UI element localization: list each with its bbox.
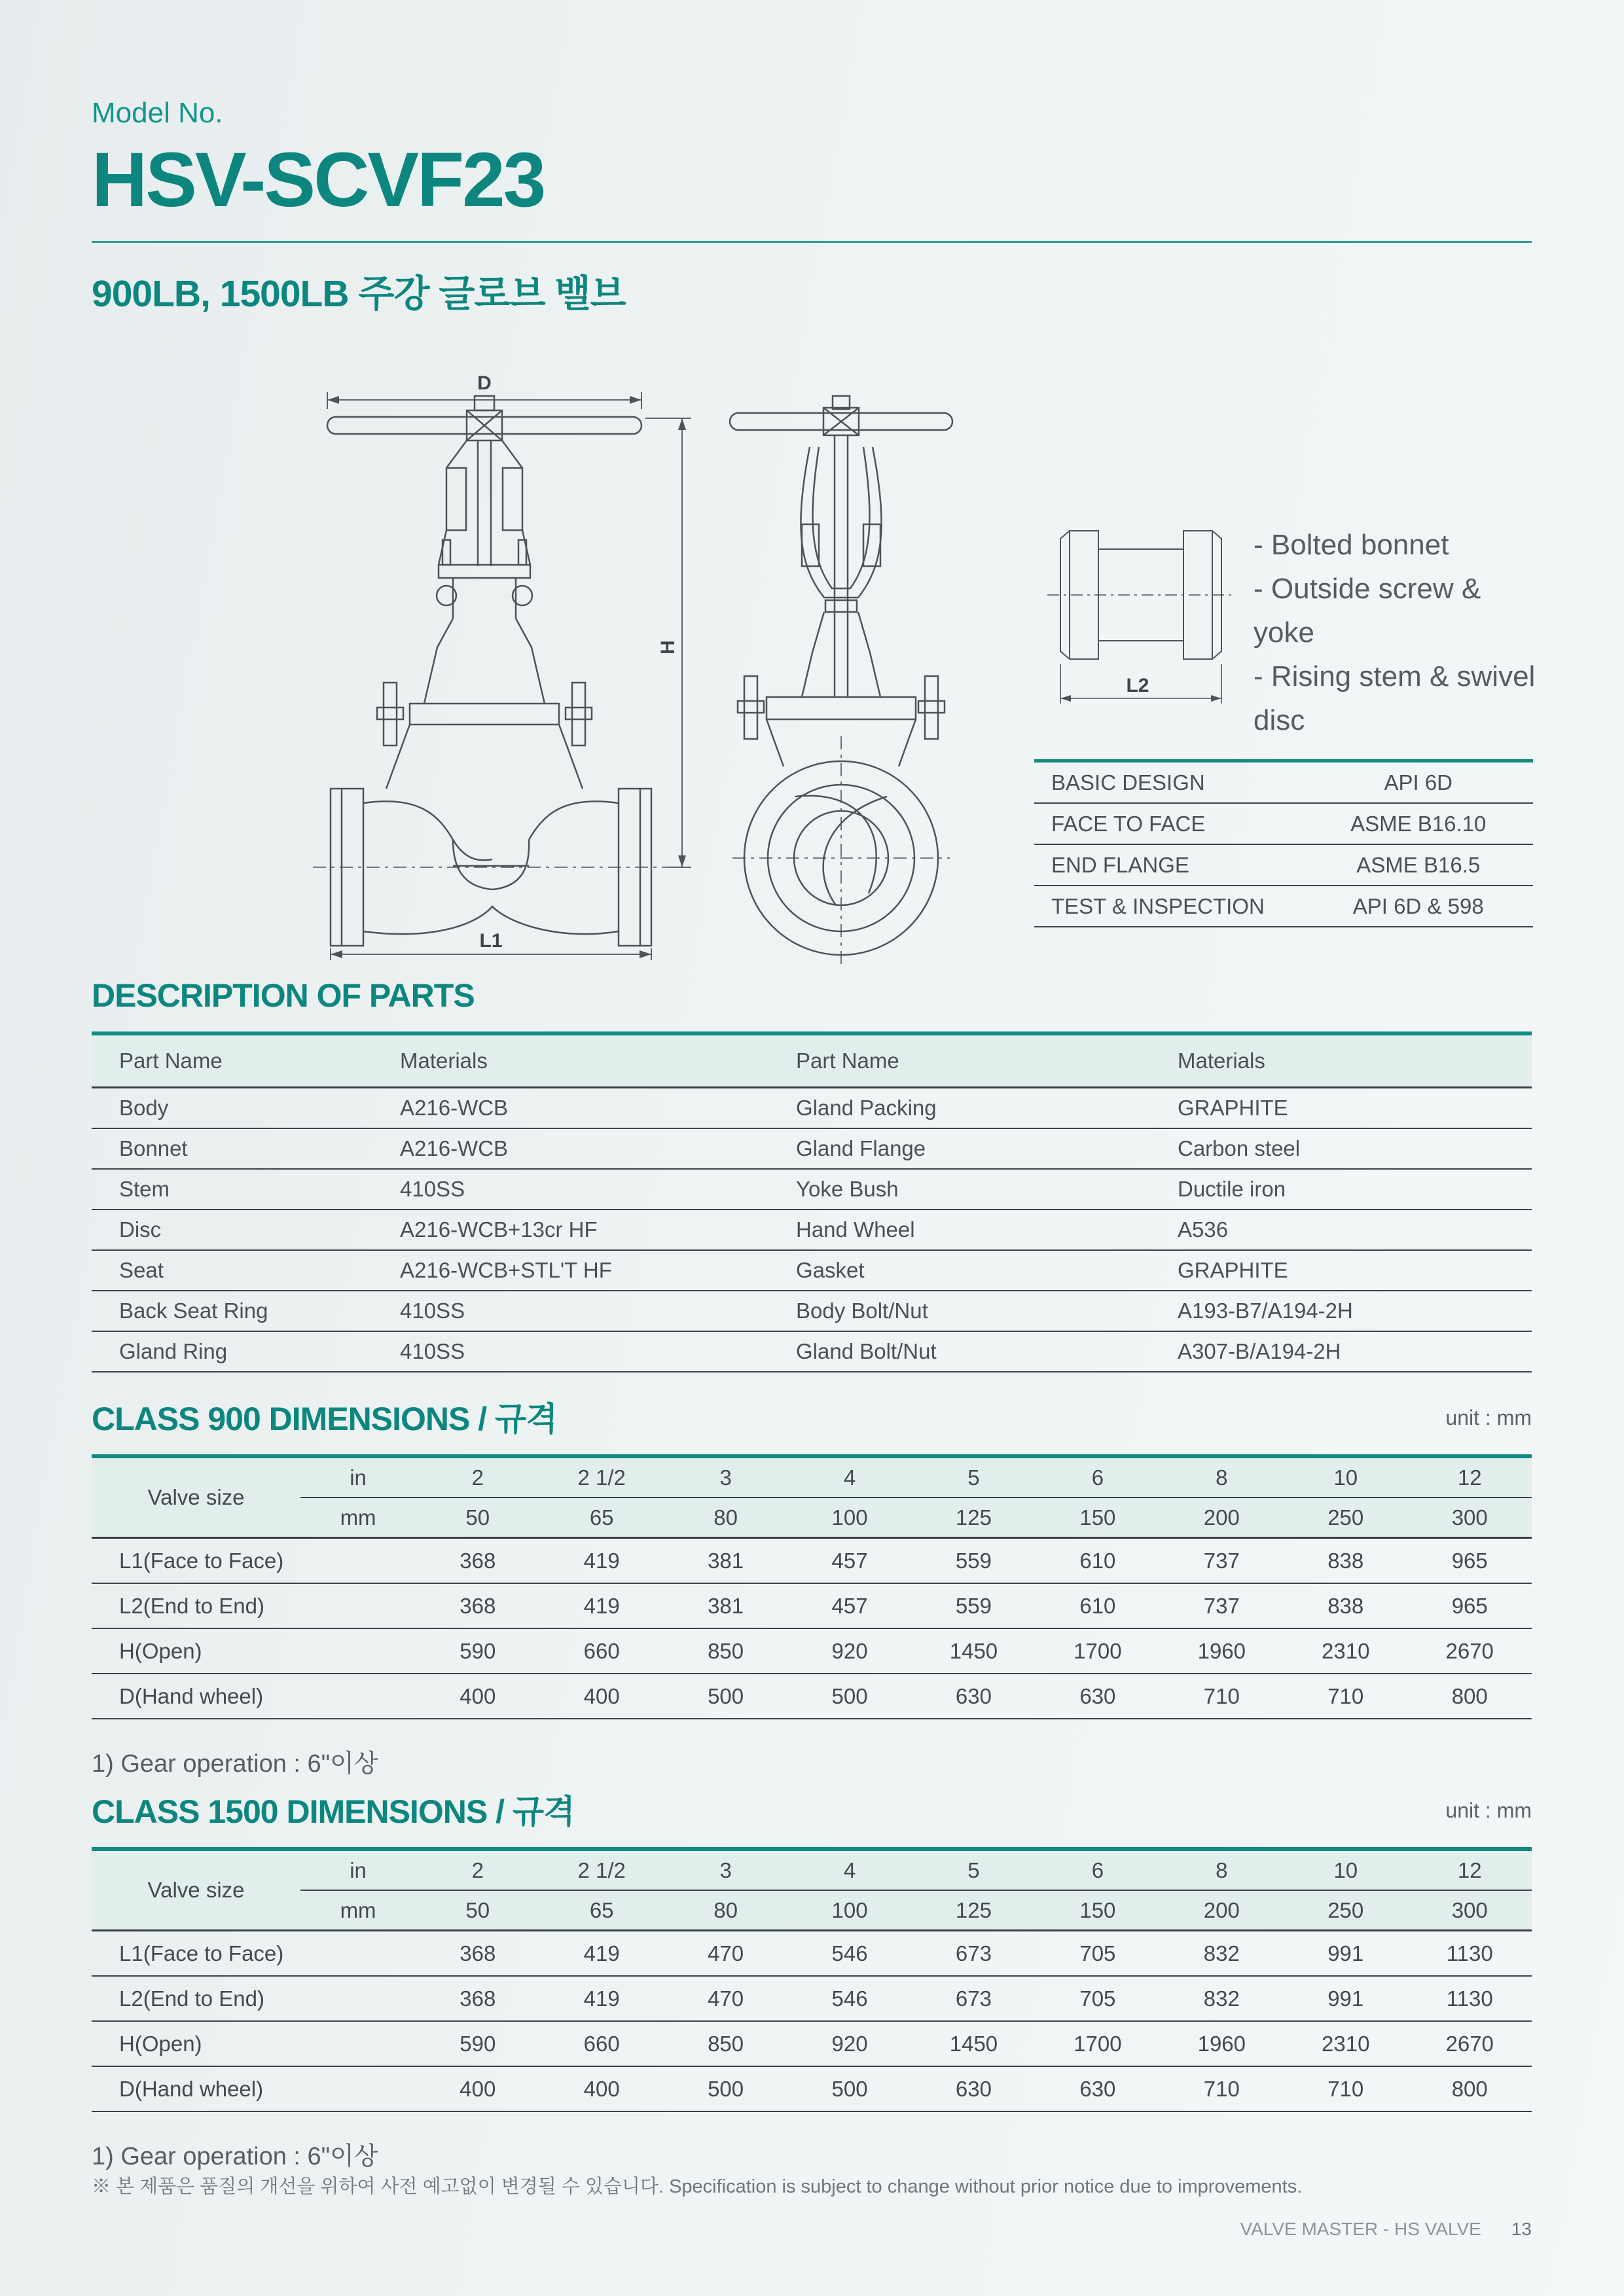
part-name-cell: Back Seat Ring (92, 1291, 372, 1331)
dim-value: 368 (416, 1976, 539, 2021)
size-mm-cell: 125 (912, 1890, 1036, 1931)
dim-value: 1130 (1407, 1976, 1532, 2021)
standard-label: TEST & INSPECTION (1034, 886, 1303, 927)
size-in-cell: 8 (1160, 1456, 1284, 1498)
size-mm-cell: 80 (664, 1890, 787, 1931)
dim-value: 673 (912, 1931, 1036, 1977)
size-in-cell: 5 (912, 1456, 1036, 1498)
size-in-cell: 2 (416, 1849, 539, 1890)
part-name-cell: Seat (92, 1250, 372, 1291)
size-in-cell: 6 (1036, 1849, 1159, 1890)
size-mm-header-row (92, 1890, 1532, 1931)
part-name-cell: Gland Ring (92, 1331, 372, 1372)
dim-value: 419 (539, 1976, 663, 2021)
table-row (92, 1169, 1532, 1210)
dim-value: 419 (539, 1931, 663, 1977)
size-mm-header-row (92, 1498, 1532, 1538)
standard-label: END FLANGE (1034, 844, 1303, 886)
size-in-cell: 2 1/2 (539, 1456, 663, 1498)
dim-value: 400 (539, 1674, 663, 1719)
material-cell: A216-WCB (372, 1088, 768, 1129)
dim-value: 710 (1284, 2066, 1407, 2111)
size-mm-cell: 65 (539, 1890, 663, 1931)
table-row (92, 1931, 1532, 1977)
parts-table (92, 1031, 1532, 1372)
size-mm-cell: 50 (416, 1890, 539, 1931)
dim-value: 470 (664, 1931, 787, 1977)
dim-value: 737 (1160, 1538, 1284, 1584)
dim-value: 500 (787, 2066, 911, 2111)
size-in-cell: 2 (416, 1456, 539, 1498)
valve-side-view-drawing (704, 370, 979, 972)
header-divider (92, 241, 1532, 243)
dim-value: 800 (1407, 1674, 1532, 1719)
column-header: Part Name (92, 1033, 372, 1088)
material-cell: 410SS (372, 1169, 768, 1210)
dim-value: 800 (1407, 2066, 1532, 2111)
dim-value: 991 (1284, 1976, 1407, 2021)
size-in-cell: 4 (787, 1849, 911, 1890)
dim-row-label: L2(End to End) (92, 1976, 416, 2021)
dim-value: 368 (416, 1931, 539, 1977)
parts-header-row (92, 1033, 1532, 1088)
dim-value: 630 (1036, 2066, 1159, 2111)
dim-value: 2310 (1284, 2021, 1407, 2066)
dim-value: 1130 (1407, 1931, 1532, 1977)
size-mm-cell: 250 (1284, 1498, 1407, 1538)
page-footer (1240, 2219, 1532, 2240)
dim-value: 457 (787, 1538, 911, 1584)
size-mm-cell: 100 (787, 1890, 911, 1931)
material-cell: Carbon steel (1150, 1128, 1532, 1169)
material-cell: A216-WCB+13cr HF (372, 1210, 768, 1250)
size-mm-cell: 200 (1160, 1890, 1284, 1931)
dim-value: 630 (912, 2066, 1036, 2111)
dim-value: 457 (787, 1583, 911, 1628)
dim-value: 920 (787, 2021, 911, 2066)
material-cell: 410SS (372, 1291, 768, 1331)
size-in-cell: 8 (1160, 1849, 1284, 1890)
dim-value: 710 (1160, 2066, 1284, 2111)
unit-label: unit : mm (1445, 1406, 1532, 1429)
dim-value: 381 (664, 1583, 787, 1628)
dim-value: 590 (416, 2021, 539, 2066)
size-inch-header-row (92, 1849, 1532, 1890)
part-name-cell: Hand Wheel (768, 1210, 1150, 1250)
material-cell: A216-WCB (372, 1128, 768, 1169)
standard-value: ASME B16.5 (1303, 844, 1533, 886)
material-cell: A193-B7/A194-2H (1150, 1291, 1532, 1331)
table-row (92, 1976, 1532, 2021)
dimension-label-l1: L1 (479, 930, 503, 952)
unit-label: unit : mm (1445, 1799, 1532, 1822)
dim-value: 610 (1036, 1583, 1159, 1628)
dim-value: 500 (664, 1674, 787, 1719)
size-mm-cell: 250 (1284, 1890, 1407, 1931)
dim-value: 546 (787, 1976, 911, 2021)
dim-value: 2670 (1407, 2021, 1532, 2066)
dim-value: 590 (416, 1628, 539, 1674)
material-cell: A216-WCB+STL'T HF (372, 1250, 768, 1291)
table-row (92, 2066, 1532, 2111)
dim-row-label: D(Hand wheel) (92, 2066, 416, 2111)
valve-front-view-drawing (281, 370, 704, 972)
table-row (92, 1331, 1532, 1372)
table-row (92, 1210, 1532, 1250)
dim-row-label: D(Hand wheel) (92, 1674, 416, 1719)
class1500-section-title: CLASS 1500 DIMENSIONS / 규격 (92, 1793, 575, 1830)
dim-value: 400 (416, 2066, 539, 2111)
dim-value: 381 (664, 1538, 787, 1584)
part-name-cell: Gland Packing (768, 1088, 1150, 1129)
dim-value: 832 (1160, 1931, 1284, 1977)
size-mm-cell: 80 (664, 1498, 787, 1538)
class900-section (92, 1393, 1532, 1779)
standards-row (1034, 803, 1533, 844)
material-cell: GRAPHITE (1150, 1088, 1532, 1129)
dim-value: 965 (1407, 1538, 1532, 1584)
class900-dimensions-table (92, 1454, 1532, 1719)
size-in-cell: 12 (1407, 1849, 1532, 1890)
dim-value: 368 (416, 1583, 539, 1628)
dim-value: 630 (1036, 1674, 1159, 1719)
size-mm-cell: 50 (416, 1498, 539, 1538)
size-in-cell: 5 (912, 1849, 1036, 1890)
size-mm-cell: 200 (1160, 1498, 1284, 1538)
table-row (92, 1628, 1532, 1674)
valve-end-view-drawing (1039, 507, 1242, 723)
standards-row (1034, 761, 1533, 804)
part-name-cell: Stem (92, 1169, 372, 1210)
dim-value: 850 (664, 1628, 787, 1674)
dim-value: 1700 (1036, 1628, 1159, 1674)
dim-value: 832 (1160, 1976, 1284, 2021)
table-row (92, 1128, 1532, 1169)
standard-value: API 6D & 598 (1303, 886, 1533, 927)
dim-value: 419 (539, 1583, 663, 1628)
size-mm-cell: 125 (912, 1498, 1036, 1538)
material-cell: A536 (1150, 1210, 1532, 1250)
dim-value: 850 (664, 2021, 787, 2066)
gear-operation-footnote: 1) Gear operation : 6"이상 (92, 1750, 378, 1778)
table-row (92, 1583, 1532, 1628)
dim-value: 559 (912, 1583, 1036, 1628)
page-number: 13 (1511, 2219, 1532, 2239)
dim-value: 610 (1036, 1538, 1159, 1584)
part-name-cell: Gasket (768, 1250, 1150, 1291)
size-in-cell: 4 (787, 1456, 911, 1498)
feature-item: - Bolted bonnet (1254, 529, 1449, 561)
valve-size-header: Valve size (92, 1456, 300, 1538)
size-mm-cell: 300 (1407, 1890, 1532, 1931)
feature-list (1254, 524, 1548, 742)
table-row (92, 1291, 1532, 1331)
dim-value: 660 (539, 1628, 663, 1674)
dim-value: 2310 (1284, 1628, 1407, 1674)
part-name-cell: Yoke Bush (768, 1169, 1150, 1210)
dim-value: 1960 (1160, 2021, 1284, 2066)
dim-value: 965 (1407, 1583, 1532, 1628)
column-header: Part Name (768, 1033, 1150, 1088)
part-name-cell: Gland Flange (768, 1128, 1150, 1169)
size-in-cell: 10 (1284, 1456, 1407, 1498)
size-mm-cell: 150 (1036, 1498, 1159, 1538)
dimension-label-d: D (477, 372, 492, 394)
dim-value: 400 (416, 1674, 539, 1719)
model-no-label: Model No. (92, 97, 223, 129)
parts-section (92, 977, 1532, 1372)
dim-value: 710 (1284, 1674, 1407, 1719)
dim-value: 920 (787, 1628, 911, 1674)
dim-value: 710 (1160, 1674, 1284, 1719)
feature-item: - Rising stem & swivel disc (1254, 660, 1536, 736)
standard-label: BASIC DESIGN (1034, 761, 1303, 804)
size-mm-cell: 65 (539, 1498, 663, 1538)
dim-value: 1450 (912, 1628, 1036, 1674)
standards-table (1034, 759, 1533, 927)
size-in-cell: 2 1/2 (539, 1849, 663, 1890)
part-name-cell: Body (92, 1088, 372, 1129)
dim-value: 991 (1284, 1931, 1407, 1977)
dim-value: 673 (912, 1976, 1036, 2021)
dim-value: 1960 (1160, 1628, 1284, 1674)
size-in-cell: 10 (1284, 1849, 1407, 1890)
standard-label: FACE TO FACE (1034, 803, 1303, 844)
dim-row-label: L1(Face to Face) (92, 1538, 416, 1584)
dim-value: 705 (1036, 1976, 1159, 2021)
dim-value: 368 (416, 1538, 539, 1584)
dim-value: 400 (539, 2066, 663, 2111)
size-in-cell: 3 (664, 1849, 787, 1890)
inch-unit-header: in (300, 1456, 416, 1498)
dim-row-label: L2(End to End) (92, 1583, 416, 1628)
material-cell: GRAPHITE (1150, 1250, 1532, 1291)
class1500-section (92, 1785, 1532, 2172)
part-name-cell: Gland Bolt/Nut (768, 1331, 1150, 1372)
gear-operation-footnote: 1) Gear operation : 6"이상 (92, 2143, 378, 2170)
disclaimer-note: ※ 본 제품은 품질의 개선을 위하여 사전 예고없이 변경될 수 있습니다. Specification is subject to change without prior notice due to improvements. (92, 2176, 1303, 2197)
table-row (92, 1538, 1532, 1584)
class900-section-title: CLASS 900 DIMENSIONS / 규격 (92, 1401, 557, 1437)
standards-row (1034, 844, 1533, 886)
dim-value: 546 (787, 1931, 911, 1977)
dim-row-label: H(Open) (92, 1628, 416, 1674)
table-row (92, 1250, 1532, 1291)
standard-value: ASME B16.10 (1303, 803, 1533, 844)
mm-unit-header: mm (300, 1890, 416, 1931)
valve-size-header: Valve size (92, 1849, 300, 1931)
material-cell: A307-B/A194-2H (1150, 1331, 1532, 1372)
page-header (92, 97, 1532, 317)
dimension-label-l2: L2 (1126, 675, 1149, 696)
page-title: HSV-SCVF23 (92, 137, 545, 223)
part-name-cell: Bonnet (92, 1128, 372, 1169)
mm-unit-header: mm (300, 1498, 416, 1538)
dim-row-label: H(Open) (92, 2021, 416, 2066)
material-cell: 410SS (372, 1331, 768, 1372)
dim-value: 705 (1036, 1931, 1159, 1977)
column-header: Materials (1150, 1033, 1532, 1088)
dim-value: 660 (539, 2021, 663, 2066)
dim-value: 630 (912, 1674, 1036, 1719)
dim-value: 2670 (1407, 1628, 1532, 1674)
dim-value: 559 (912, 1538, 1036, 1584)
dim-value: 737 (1160, 1583, 1284, 1628)
dim-value: 500 (787, 1674, 911, 1719)
table-row (92, 1674, 1532, 1719)
size-mm-cell: 300 (1407, 1498, 1532, 1538)
parts-section-title: DESCRIPTION OF PARTS (92, 977, 475, 1014)
size-in-cell: 6 (1036, 1456, 1159, 1498)
table-row (92, 1088, 1532, 1129)
size-mm-cell: 150 (1036, 1890, 1159, 1931)
page-subtitle: 900LB, 1500LB 주강 글로브 밸브 (92, 273, 626, 315)
class1500-dimensions-table (92, 1847, 1532, 2112)
size-inch-header-row (92, 1456, 1532, 1498)
dim-value: 838 (1284, 1538, 1407, 1584)
table-row (92, 2021, 1532, 2066)
dim-row-label: L1(Face to Face) (92, 1931, 416, 1977)
column-header: Materials (372, 1033, 768, 1088)
feature-item: - Outside screw & yoke (1254, 572, 1481, 649)
dim-value: 1700 (1036, 2021, 1159, 2066)
standard-value: API 6D (1303, 761, 1533, 804)
standards-row (1034, 886, 1533, 927)
dim-value: 470 (664, 1976, 787, 2021)
size-mm-cell: 100 (787, 1498, 911, 1538)
dimension-label-h: H (657, 640, 679, 655)
footer-brand: VALVE MASTER - HS VALVE (1240, 2219, 1481, 2239)
inch-unit-header: in (300, 1849, 416, 1890)
material-cell: Ductile iron (1150, 1169, 1532, 1210)
size-in-cell: 12 (1407, 1456, 1532, 1498)
dim-value: 838 (1284, 1583, 1407, 1628)
size-in-cell: 3 (664, 1456, 787, 1498)
dim-value: 1450 (912, 2021, 1036, 2066)
part-name-cell: Disc (92, 1210, 372, 1250)
part-name-cell: Body Bolt/Nut (768, 1291, 1150, 1331)
dim-value: 500 (664, 2066, 787, 2111)
dim-value: 419 (539, 1538, 663, 1584)
